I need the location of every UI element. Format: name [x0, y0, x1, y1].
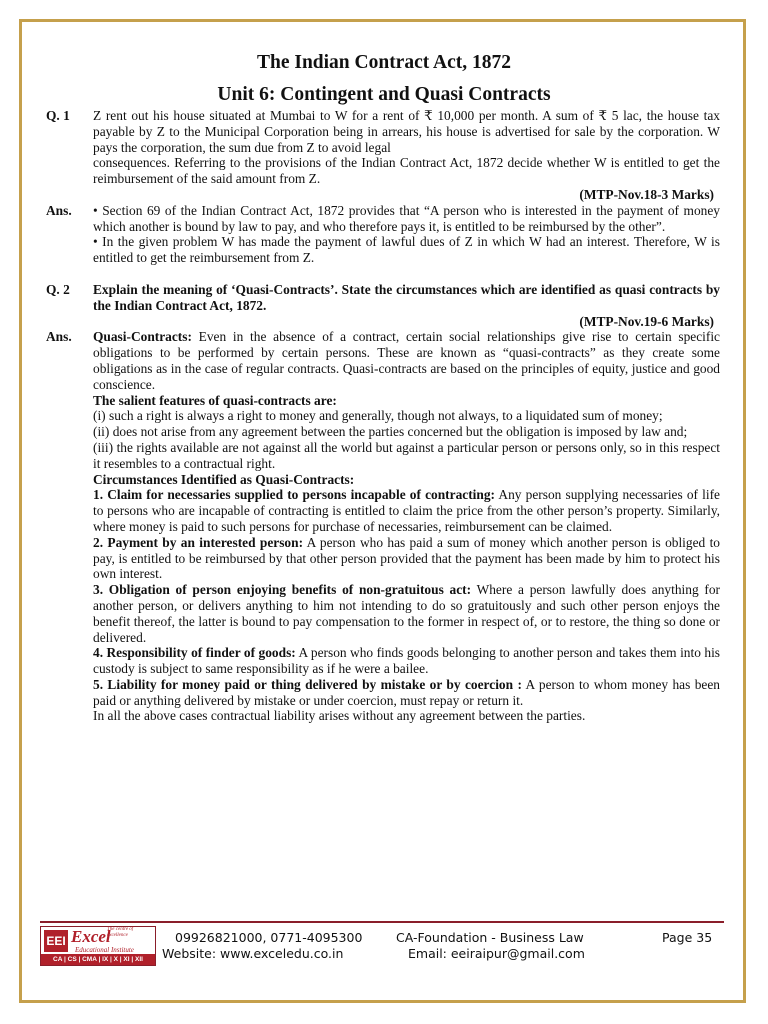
term-heading: Quasi-Contracts: [93, 329, 192, 345]
term-definition: Even in the absence of a contract, certain social relationships give rise to certain specific obligations to be performed by certain persons. These are known as “quasi-contracts” as they create some obligations as in the case of regular contracts. Quasi-contracts are based on the principles of equity, justice and good conscience. [93, 329, 720, 392]
footer-phone: 09926821000, 0771-4095300 [175, 930, 363, 945]
marks-label: (MTP-Nov.19-6 Marks) [579, 313, 714, 329]
document-title: The Indian Contract Act, 1872 [256, 52, 512, 73]
institute-logo [40, 926, 156, 966]
footer-email[interactable]: Email: eeiraipur@gmail.com [408, 946, 585, 961]
question-text-continued: consequences. Referring to the provisions of the Indian Contract Act, 1872 decide whether W is entitled to get the reimbursement of the said amount from Z. [93, 155, 720, 187]
circumstance-text: Where a person lawfully does anything for another person, or delivers anything to him not intending to do so gratuitously and such other person enjoys the benefit thereof, the latter is bound to pay compensation to the former in respect of, or to restore, the thing so done or delivered. [93, 582, 720, 645]
question-label: Q. 2 [46, 281, 70, 297]
circumstances-heading: Circumstances Identified as Quasi-Contracts: [93, 471, 355, 487]
answer-paragraph: • In the given problem W has made the payment of lawful dues of Z in which W had an interest. Therefore, W is entitled to get the reimbursement from Z. [93, 234, 720, 266]
circumstance-heading: 5. Liability for money paid or thing delivered by mistake or by coercion : [93, 676, 522, 692]
question-text: Explain the meaning of ‘Quasi-Contracts’. State the circumstances which are identified as quasi contracts by the Indian Contract Act, 1872. [93, 281, 720, 313]
conclusion-text: In all the above cases contractual liability arises without any agreement between the parties. [93, 708, 586, 724]
circumstance-item [93, 645, 720, 677]
circumstance-heading: 2. Payment by an interested person: [93, 534, 304, 550]
main-content [46, 108, 720, 724]
footer-divider [40, 921, 724, 923]
marks-label: (MTP-Nov.18-3 Marks) [579, 186, 714, 202]
circumstance-heading: 1. Claim for necessaries supplied to persons incapable of contracting: [93, 487, 496, 503]
answer-paragraph: • Section 69 of the Indian Contract Act, 1872 provides that “A person who is interested in the payment of money which another is bound by law to pay, and who therefore pays it, is entitled to be reimbursed by the other”. [93, 202, 720, 234]
logo-classes: CA | CS | CMA | IX | X | XI | XII [41, 954, 155, 965]
circumstance-item [93, 582, 720, 645]
circumstance-item [93, 487, 720, 534]
footer-course: CA-Foundation - Business Law [396, 930, 584, 945]
question-text: Z rent out his house situated at Mumbai to W for a rent of ₹ 10,000 per month. A sum of ₹ 5 lac, the house tax payable by Z to the Municipal Corporation being in arrears, his house is advertised for sale by the corporation. W pays the corporation, the sum due from Z to avoid legal [93, 108, 720, 155]
feature-item: (ii) does not arise from any agreement between the parties concerned but the obligation is imposed by law and; [93, 424, 688, 440]
circumstance-heading: 3. Obligation of person enjoying benefits of non-gratuitous act: [93, 582, 472, 598]
circumstance-item [93, 535, 720, 582]
circumstance-text: A person to whom money has been paid or anything delivered by mistake or under coercion, must repay or return it. [93, 676, 720, 708]
logo-name: Excel [71, 927, 111, 946]
logo-subtitle: Educational Institute [75, 946, 134, 954]
logo-mark: EEI [44, 930, 68, 952]
question-1 [46, 108, 720, 203]
circumstance-text: Any person supplying necessaries of life to persons who are incapable of contracting is entitled to claim the price from the other person’s property. Similarly, where money is paid to such persons for purchase of necessaries, reimbursement can be claimed. [93, 487, 721, 534]
answer-1 [46, 203, 720, 266]
answer-2 [46, 329, 720, 724]
circumstance-text: A person who finds goods belonging to another person and takes them into his custody is subject to same responsibility as if he were a bailee. [93, 645, 720, 677]
answer-intro [93, 329, 720, 392]
circumstance-heading: 4. Responsibility of finder of goods: [93, 645, 296, 661]
feature-item: (iii) the rights available are not against all the world but against a particular person or persons only, so in this respect it resembles to a contractual right. [93, 439, 720, 471]
answer-label: Ans. [46, 329, 72, 345]
circumstance-text: A person who has paid a sum of money which another person is obliged to pay, is entitled to be reimbursed by that other person provided that the payment has been made by him to protect his own interest. [93, 534, 720, 582]
page-number: Page 35 [662, 930, 713, 945]
feature-item: (i) such a right is always a right to money and generally, though not always, to a liquidated sum of money; [93, 408, 663, 424]
features-heading: The salient features of quasi-contracts are: [93, 392, 337, 408]
logo-tagline: The centre of excellence [107, 927, 134, 938]
unit-title: Unit 6: Contingent and Quasi Contracts [217, 84, 551, 105]
question-label: Q. 1 [46, 108, 70, 123]
footer-website[interactable]: Website: www.exceledu.co.in [162, 946, 344, 961]
answer-label: Ans. [46, 202, 72, 218]
question-2 [46, 282, 720, 329]
circumstance-item [93, 677, 720, 709]
